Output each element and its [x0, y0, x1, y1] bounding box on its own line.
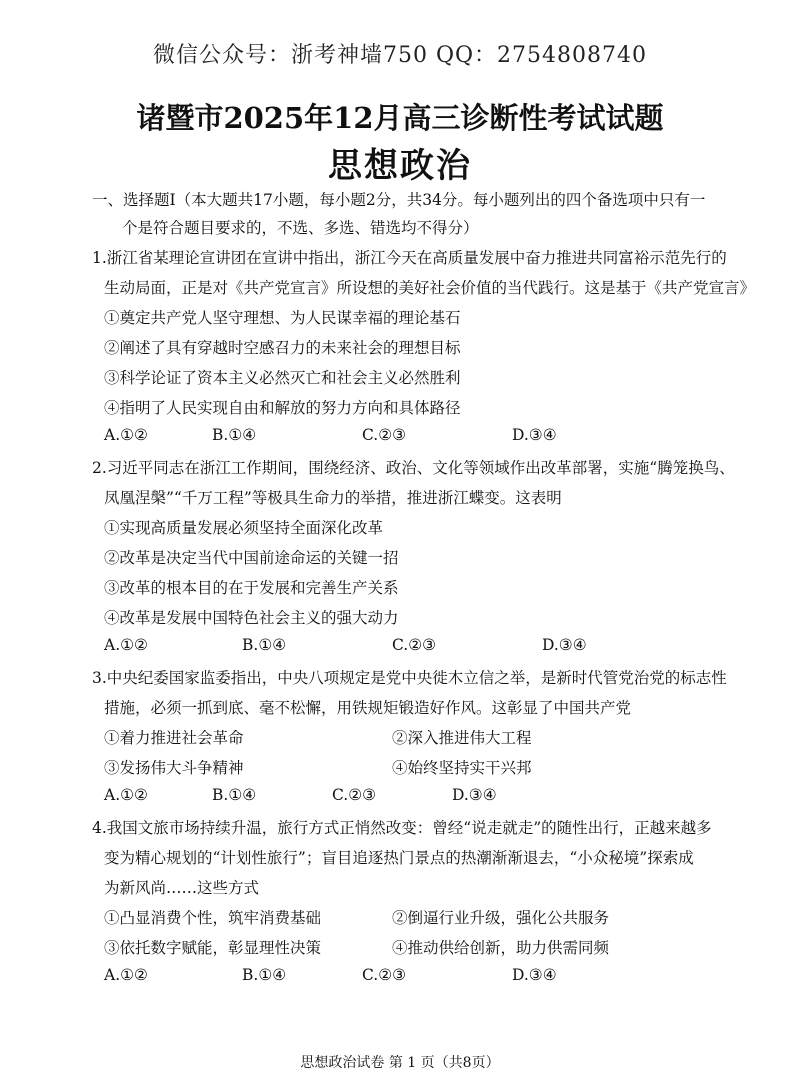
question-4-line3: 为新风尚……这些方式 [104, 879, 260, 897]
page-footer: 思想政治试卷 第 1 页（共8页） [300, 1055, 500, 1071]
section-instruction-line1: 一、选择题Ⅰ（本大题共17小题，每小题2分，共34分。每小题列出的四个备选项中只有一 [92, 191, 706, 209]
exam-title: 诸暨市2025年12月高三诊断性考试试题 [136, 101, 664, 135]
question-2-answer-c: C.②③ [392, 636, 437, 654]
question-3-item-3: ③发扬伟大斗争精神 [104, 759, 244, 777]
question-4-answer-b: B.①④ [242, 966, 287, 984]
question-1-item-2: ②阐述了具有穿越时空感召力的未来社会的理想目标 [104, 339, 461, 357]
question-2-answer-d: D.③④ [542, 636, 587, 654]
question-2-item-1: ①实现高质量发展必须坚持全面深化改革 [104, 519, 384, 537]
question-3-line2: 措施，必须一抓到底、毫不松懈，用铁规矩锻造好作风。这彰显了中国共产党 [104, 699, 632, 717]
question-4-item-2: ②倒逼行业升级，强化公共服务 [392, 909, 610, 927]
question-1-item-3: ③科学论证了资本主义必然灭亡和社会主义必然胜利 [104, 369, 461, 387]
question-3-answer-a: A.①② [104, 786, 148, 804]
question-4-item-3: ③依托数字赋能，彰显理性决策 [104, 939, 322, 957]
question-2-answer-b: B.①④ [242, 636, 287, 654]
question-1-answer-d: D.③④ [512, 426, 557, 444]
question-3-line1: 3.中央纪委国家监委指出，中央八项规定是党中央徙木立信之举，是新时代管党治党的标志性 [92, 669, 727, 687]
question-1-line1: 1.浙江省某理论宣讲团在宣讲中指出，浙江今天在高质量发展中奋力推进共同富裕示范先行的 [92, 249, 727, 267]
question-4-item-4: ④推动供给创新，助力供需同频 [392, 939, 610, 957]
question-3-item-2: ②深入推进伟大工程 [392, 729, 532, 747]
question-3-item-4: ④始终坚持实干兴邦 [392, 759, 532, 777]
question-2-answer-a: A.①② [104, 636, 148, 654]
question-2-item-3: ③改革的根本目的在于发展和完善生产关系 [104, 579, 399, 597]
question-3-answer-b: B.①④ [212, 786, 257, 804]
question-1-answer-c: C.②③ [362, 426, 407, 444]
question-3-item-1: ①着力推进社会革命 [104, 729, 244, 747]
question-1-answer-a: A.①② [104, 426, 148, 444]
question-4-answer-c: C.②③ [362, 966, 407, 984]
question-1-answer-b: B.①④ [212, 426, 257, 444]
question-4-answer-a: A.①② [104, 966, 148, 984]
subject-title: 思想政治 [328, 146, 472, 186]
question-2-line2: 凤凰涅槃”“千万工程”等极具生命力的举措，推进浙江蝶变。这表明 [104, 489, 562, 507]
question-4-item-1: ①凸显消费个性，筑牢消费基础 [104, 909, 322, 927]
question-4-answer-d: D.③④ [512, 966, 557, 984]
question-1-item-1: ①奠定共产党人坚守理想、为人民谋幸福的理论基石 [104, 309, 461, 327]
question-3-answer-c: C.②③ [332, 786, 377, 804]
question-1-line2: 生动局面，正是对《共产党宣言》所设想的美好社会价值的当代践行。这是基于《共产党宣言》 [104, 279, 756, 297]
question-2-line1: 2.习近平同志在浙江工作期间，围绕经济、政治、文化等领域作出改革部署，实施“腾笼换鸟、 [92, 459, 735, 477]
question-2-item-4: ④改革是发展中国特色社会主义的强大动力 [104, 609, 399, 627]
question-4-line2: 变为精心规划的“计划性旅行”；盲目追逐热门景点的热潮渐渐退去，“小众秘境”探索成 [104, 849, 694, 867]
question-4-line1: 4.我国文旅市场持续升温，旅行方式正悄然改变：曾经“说走就走”的随性出行，正越来越多 [92, 819, 712, 837]
watermark-text: 微信公众号：浙考神墙750 QQ：2754808740 [152, 43, 648, 68]
question-3-answer-d: D.③④ [452, 786, 497, 804]
question-1-item-4: ④指明了人民实现自由和解放的努力方向和具体路径 [104, 399, 461, 417]
question-2-item-2: ②改革是决定当代中国前途命运的关键一招 [104, 549, 399, 567]
section-instruction-line2: 个是符合题目要求的，不选、多选、错选均不得分） [122, 219, 479, 237]
